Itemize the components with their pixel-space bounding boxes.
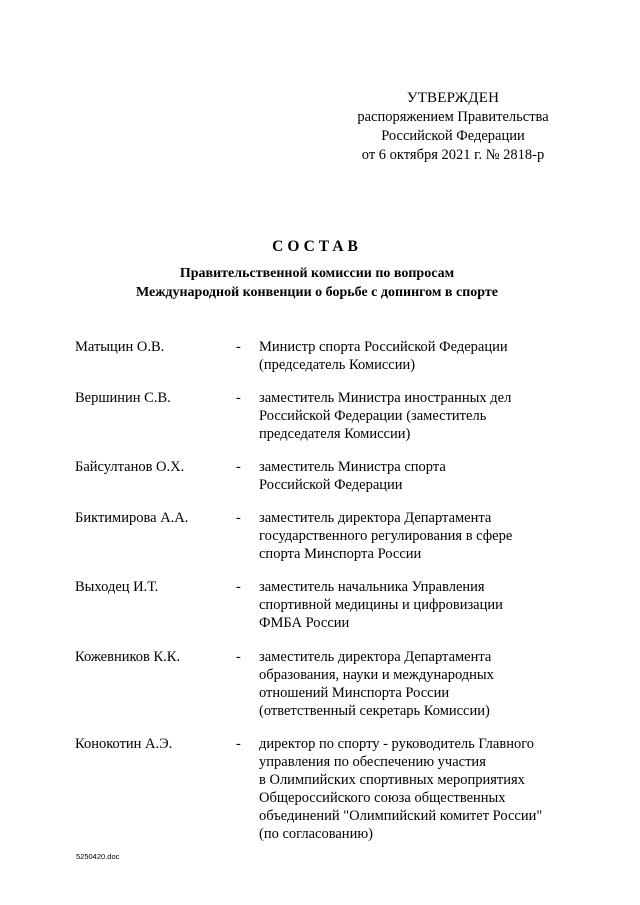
member-dash: - [236, 649, 241, 665]
member-row [0, 578, 640, 632]
member-role [259, 458, 564, 494]
member-role-line: отношений Минспорта России [259, 685, 450, 701]
file-name-footer: 5250420.doc [76, 852, 120, 861]
member-dash: - [236, 510, 241, 526]
member-role-line: председателя Комиссии) [259, 426, 411, 442]
member-row [0, 338, 640, 374]
member-role-line: заместитель директора Департамента [259, 510, 492, 526]
approval-block [330, 89, 576, 165]
member-role-line: Российской Федерации [259, 477, 403, 493]
member-role [259, 578, 564, 632]
member-dash: - [236, 459, 241, 475]
member-name: Байсултанов О.Х. [75, 459, 185, 475]
member-role-line: управления по обеспечению участия [259, 754, 486, 770]
member-role-line: государственного регулирования в сфере [259, 528, 513, 544]
approval-date-line: от 6 октября 2021 г. № 2818-р [361, 147, 545, 163]
member-dash: - [236, 390, 241, 406]
member-name: Вершинин С.В. [75, 390, 171, 406]
member-role-line: Общероссийского союза общественных [259, 790, 506, 806]
member-role-line: спорта Минспорта России [259, 546, 422, 562]
document-subtitle [0, 264, 634, 302]
member-role-line: заместитель Министра спорта [259, 459, 446, 475]
member-role [259, 735, 564, 843]
member-role-line: спортивной медицины и цифровизации [259, 597, 503, 613]
member-row [0, 648, 640, 720]
member-role-line: Министр спорта Российской Федерации [259, 339, 508, 355]
member-dash: - [236, 579, 241, 595]
member-name: Кожевников К.К. [75, 649, 181, 665]
member-role-line: образования, науки и международных [259, 667, 494, 683]
member-role-line: (председатель Комиссии) [259, 357, 416, 373]
member-name: Конокотин А.Э. [75, 736, 173, 752]
member-role-line: заместитель директора Департамента [259, 649, 492, 665]
member-name: Выходец И.Т. [75, 579, 159, 595]
members-list [0, 338, 640, 843]
member-role [259, 509, 564, 563]
subtitle-line: Правительственной комиссии по вопросам [179, 266, 455, 281]
member-role-line: в Олимпийских спортивных мероприятиях [259, 772, 525, 788]
member-row [0, 509, 640, 563]
document-title: СОСТАВ [272, 238, 362, 255]
member-name: Матыцин О.В. [75, 339, 165, 355]
member-role-line: Российской Федерации (заместитель [259, 408, 487, 424]
member-role [259, 648, 564, 720]
member-role [259, 338, 564, 374]
member-row [0, 458, 640, 494]
approval-heading: УТВЕРЖДЕН [406, 90, 500, 106]
member-name: Биктимирова А.А. [75, 510, 189, 526]
member-role-line: директор по спорту - руководитель Главного [259, 736, 535, 752]
member-role-line: объединений "Олимпийский комитет России" [259, 808, 543, 824]
approval-line: Российской Федерации [381, 128, 525, 144]
member-role-line: (ответственный секретарь Комиссии) [259, 703, 490, 719]
member-dash: - [236, 736, 241, 752]
member-dash: - [236, 339, 241, 355]
subtitle-line: Международной конвенции о борьбе с допингом в спорте [136, 285, 498, 300]
member-role-line: заместитель Министра иностранных дел [259, 390, 512, 406]
member-role-line: ФМБА России [259, 615, 350, 631]
member-role [259, 389, 564, 443]
approval-line: распоряжением Правительства [357, 109, 549, 125]
member-row [0, 389, 640, 443]
member-role-line: (по согласованию) [259, 826, 373, 842]
member-role-line: заместитель начальника Управления [259, 579, 485, 595]
member-row [0, 735, 640, 843]
